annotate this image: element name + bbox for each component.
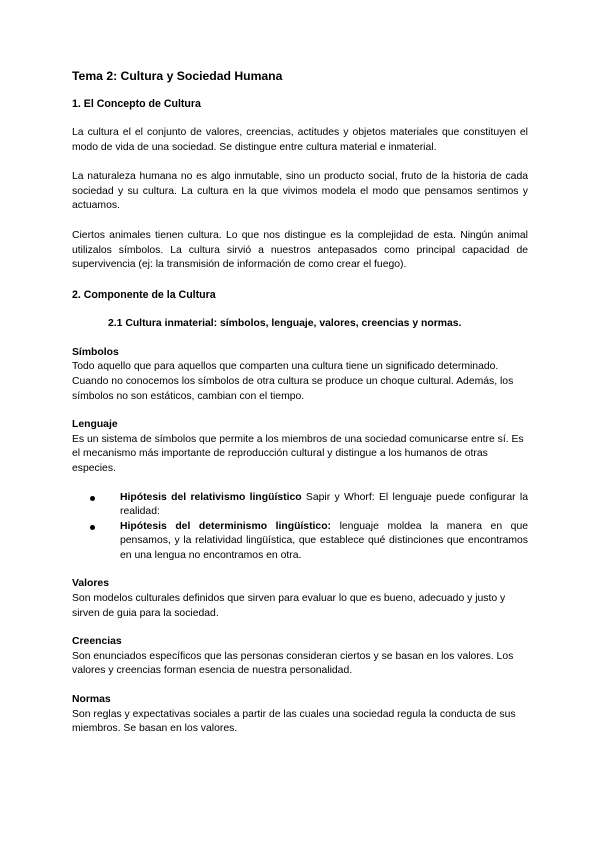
list-item bbox=[108, 520, 528, 564]
section-heading-componente: 2. Componente de la Cultura bbox=[72, 288, 216, 301]
list-item bbox=[108, 491, 528, 520]
list-item-bold: Hipótesis del determinismo lingüístico: bbox=[120, 520, 332, 532]
list-item-text: lenguaje moldea la manera en que pensamos, y la relatividad lingüística, que establece qué distinciones que encontramos en una lengua no encontramos en otra. bbox=[120, 520, 528, 561]
term-heading-normas: Normas bbox=[72, 694, 111, 706]
paragraph-animales-cultura: Ciertos animales tienen cultura. Lo que nos distingue es la complejidad de esta. Ningún animal utilizalos símbolos. La cultura sirvió a nuestros antepasados como principal capacidad de supervivencia (ej: la transmisión de información de como crear el fuego). bbox=[72, 229, 528, 271]
subsection-heading-inmaterial: 2.1 Cultura inmaterial: símbolos, lenguaje, valores, creencias y normas. bbox=[108, 317, 462, 329]
list-item-text: Sapir y Whorf: El lenguaje puede configurar la realidad: bbox=[120, 491, 528, 518]
section-heading-concepto: 1. El Concepto de Cultura bbox=[72, 98, 201, 110]
bullet-icon bbox=[90, 525, 95, 530]
term-text-lenguaje: Es un sistema de símbolos que permite a los miembros de una sociedad comunicarse entre sí. Es el mecanismo más importante de reproducción cultural y distingue a los humanos de otras especies. bbox=[72, 433, 524, 474]
term-heading-lenguaje: Lenguaje bbox=[72, 419, 118, 431]
term-text-simbolos: Todo aquello que para aquellos que comparten una cultura tiene un significado determinado. Cuando no conocemos los símbolos de otra cultura se produce un choque cultural. Además, los símbolos no son estáticos, cambian con el tiempo. bbox=[72, 361, 514, 402]
term-heading-simbolos: Símbolos bbox=[72, 346, 119, 358]
term-text-creencias: Son enunciados específicos que las personas consideran ciertos y se basan en los valores. Los valores y creencias forman esencia de nuestra personalidad. bbox=[72, 650, 514, 677]
paragraph-naturaleza-humana: La naturaleza humana no es algo inmutable, sino un producto social, fruto de la historia de cada sociedad y su cultura. La cultura en la que vivimos modela el modo que pensamos sentimos y actuamos. bbox=[72, 171, 528, 212]
term-heading-valores: Valores bbox=[72, 578, 109, 590]
bullet-icon bbox=[90, 496, 95, 501]
document-page bbox=[72, 68, 528, 751]
paragraph-definicion-cultura: La cultura el el conjunto de valores, creencias, actitudes y objetos materiales que constituyen el modo de vida de una sociedad. Se distingue entre cultura material e inmaterial. bbox=[72, 127, 528, 153]
term-text-normas: Son reglas y expectativas sociales a partir de las cuales una sociedad regula la conducta de sus miembros. Se basan en los valores. bbox=[72, 708, 516, 735]
term-heading-creencias: Creencias bbox=[72, 636, 122, 648]
list-item-bold: Hipótesis del relativismo lingüístico bbox=[120, 491, 302, 503]
term-text-valores: Son modelos culturales definidos que sirven para evaluar lo que es bueno, adecuado y justo y sirven de guia para la sociedad. bbox=[72, 593, 506, 619]
hypothesis-list bbox=[72, 491, 528, 564]
page-title: Tema 2: Cultura y Sociedad Humana bbox=[72, 69, 283, 83]
